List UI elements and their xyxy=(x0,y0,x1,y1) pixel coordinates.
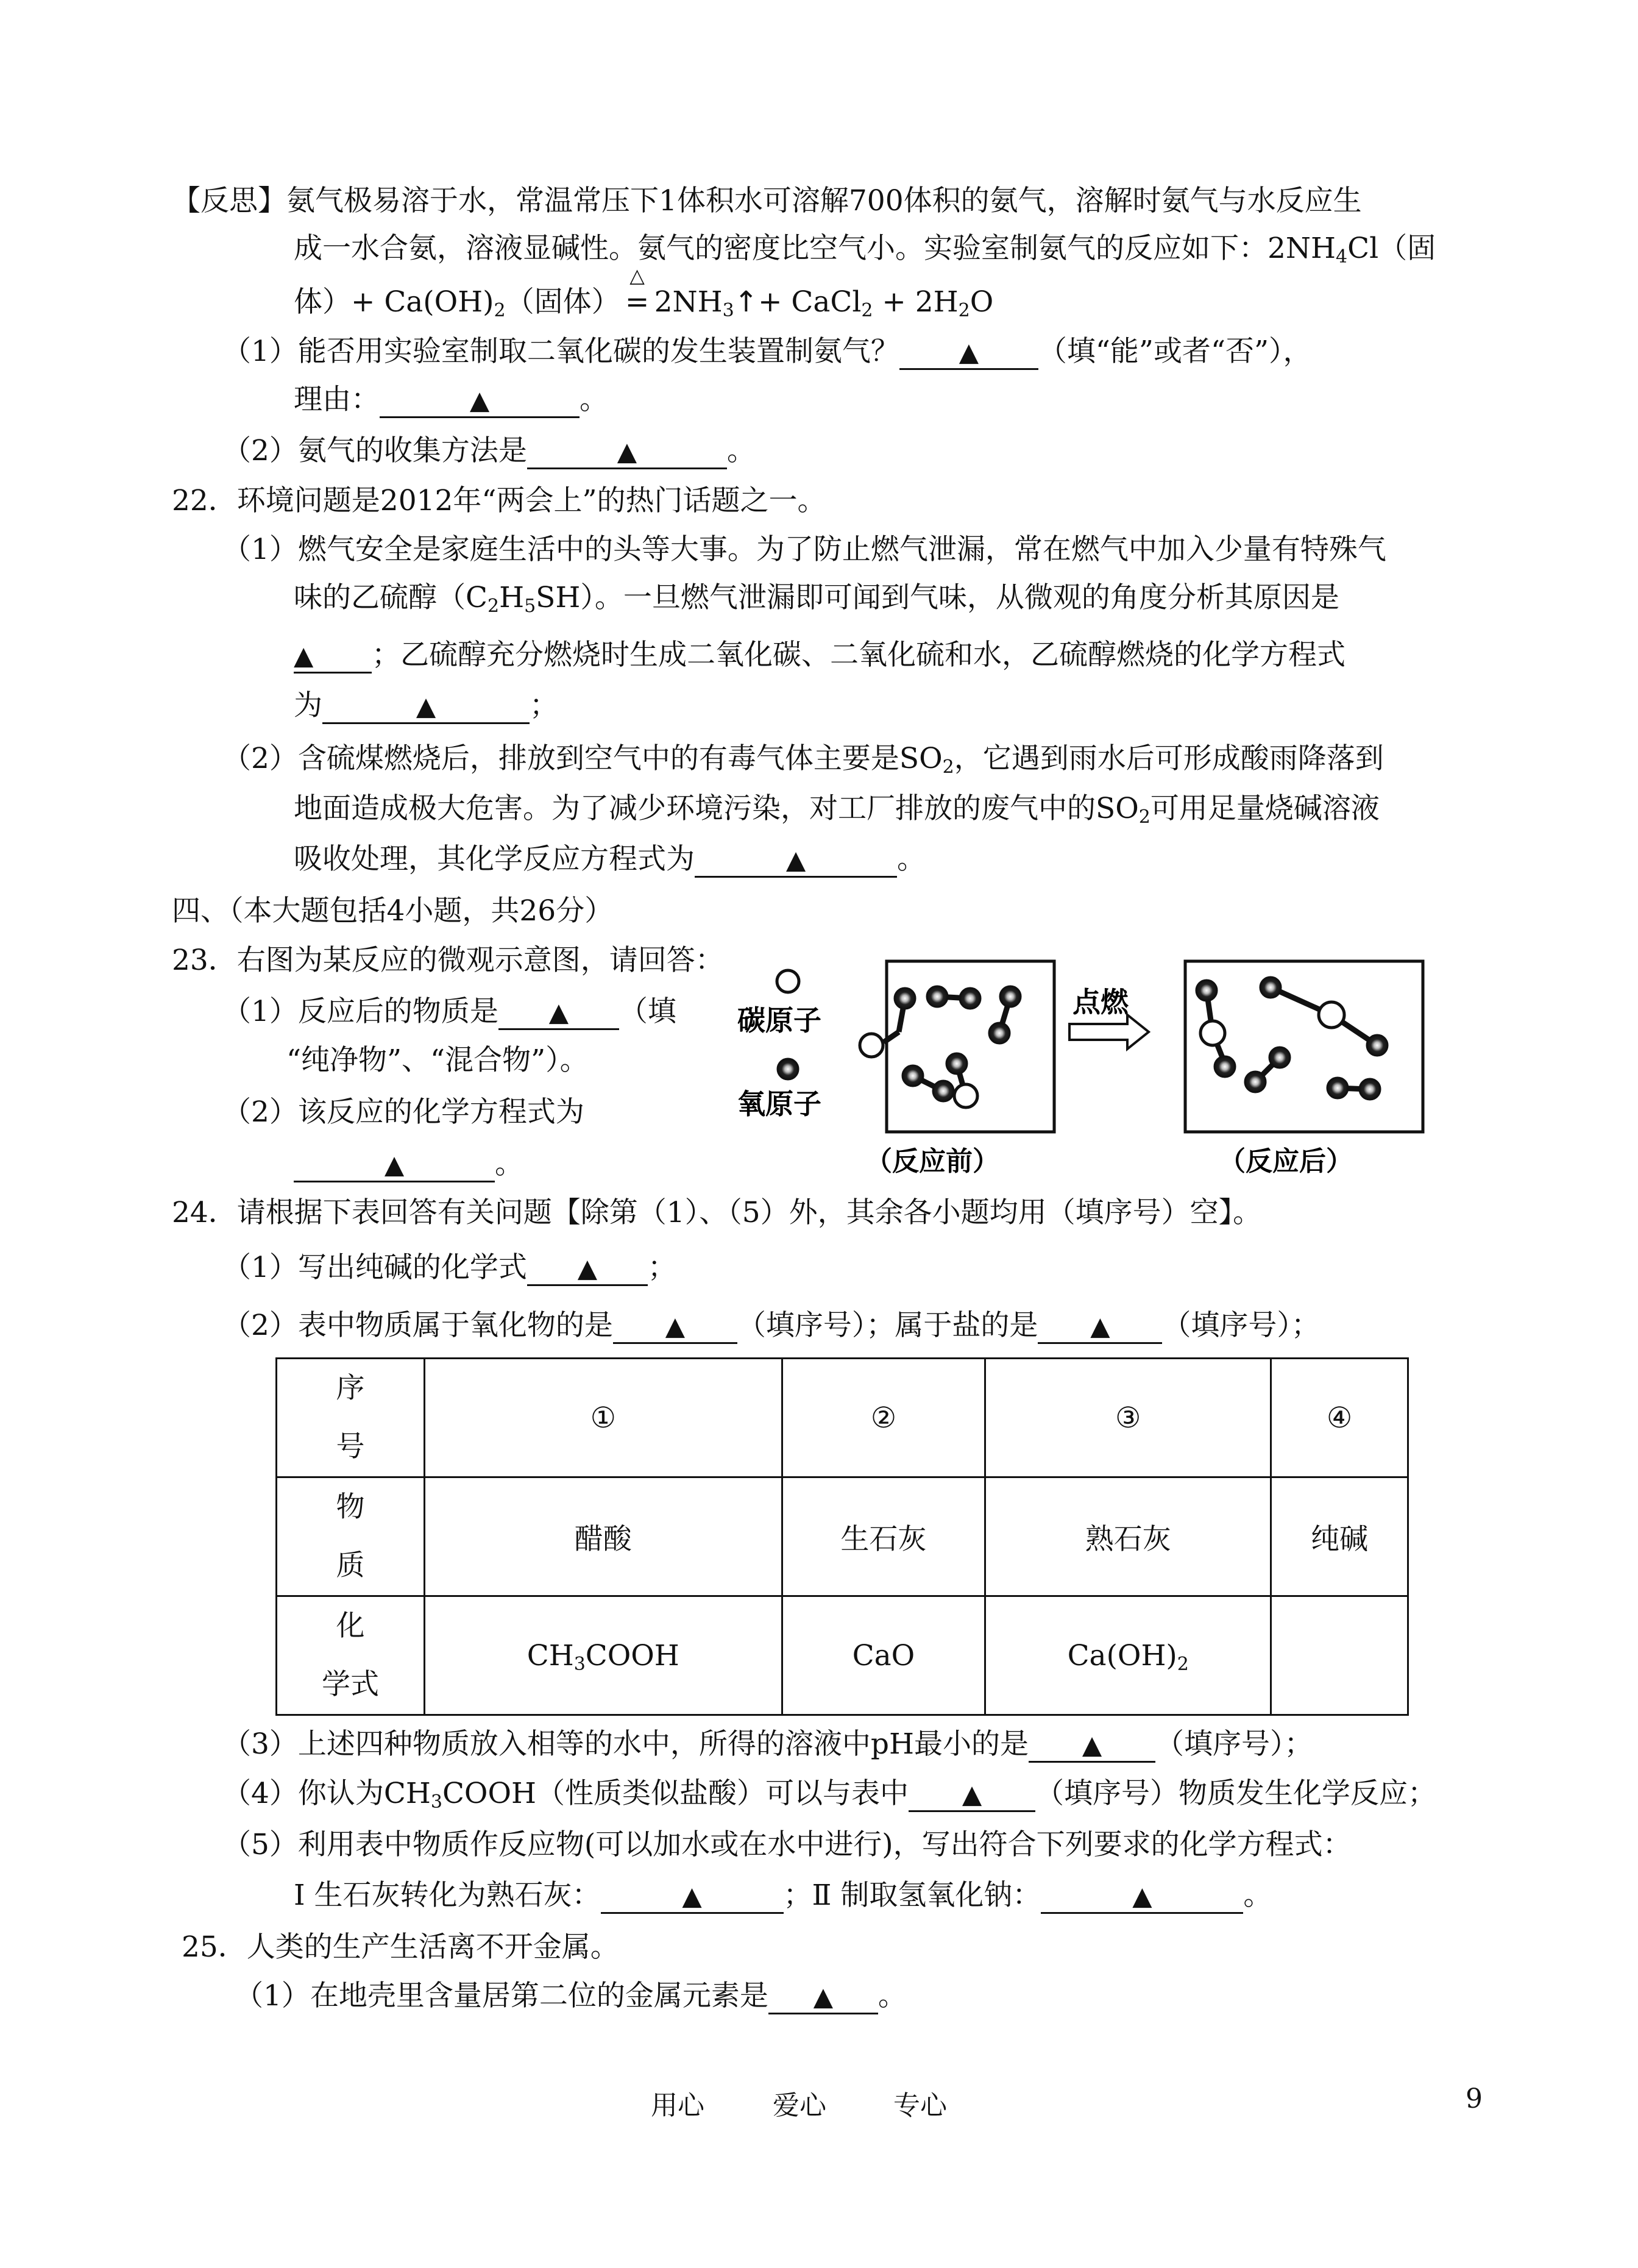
answer-blank[interactable]: ▲ xyxy=(294,639,372,674)
q23-p2: （2）该反应的化学方程式为 xyxy=(222,1095,584,1129)
q25-p1: （1）在地壳里含量居第二位的金属元素是 ▲ 。 xyxy=(235,1978,907,2014)
answer-blank[interactable]: ▲ xyxy=(380,384,580,418)
reflection-line-2: 成一水合氨，溶液显碱性。氨气的密度比空气小。实验室制氨气的反应如下：$2NH_4Cl$（固 xyxy=(294,232,1436,268)
reaction-diagram xyxy=(719,954,1426,1179)
q23-p1: （1）反应后的物质是 ▲ （填 xyxy=(222,994,676,1030)
substance-table xyxy=(275,1357,1409,1716)
table-cell: 纯碱 xyxy=(1271,1477,1408,1596)
reflection-q1: （1）能否用实验室制取二氧化碳的发生装置制氨气？ ▲ （填“能”或者“否”）， xyxy=(222,333,1312,370)
table-row-header: 序 号 xyxy=(277,1359,425,1477)
q24-p2: （2）表中物质属于氧化物的是 ▲ （填序号）；属于盐的是 ▲ （填序号）； xyxy=(222,1307,1320,1344)
answer-blank[interactable]: ▲ xyxy=(909,1778,1035,1812)
footer-motto-2: 爱心 xyxy=(773,2090,826,2121)
q25-title: 25．人类的生产生活离不开金属。 xyxy=(182,1930,619,1964)
answer-blank[interactable]: ▲ xyxy=(1029,1729,1155,1763)
answer-blank[interactable]: ▲ xyxy=(1038,1310,1162,1344)
q22-p2-line3: 吸收处理，其化学反应方程式为 ▲ 。 xyxy=(294,841,926,878)
table-cell xyxy=(1271,1596,1408,1715)
answer-blank[interactable]: ▲ xyxy=(695,844,897,878)
answer-blank[interactable]: ▲ xyxy=(1041,1880,1243,1914)
table-cell: 生石灰 xyxy=(782,1477,985,1596)
table-cell: ③ xyxy=(985,1359,1271,1477)
table-cell: $CH_3COOH$ xyxy=(425,1596,782,1715)
reflection-label: 【反思】 xyxy=(172,184,286,218)
heating-equals-symbol: △ = xyxy=(625,264,650,319)
table-cell: CaO xyxy=(782,1596,985,1715)
table-row-header: 物 质 xyxy=(277,1477,425,1596)
carbon-atom-label: 碳原子 xyxy=(737,1004,821,1037)
reflection-q2: （2）氨气的收集方法是 ▲ 。 xyxy=(222,433,756,469)
answer-blank[interactable]: ▲ xyxy=(322,690,530,724)
table-cell: ② xyxy=(782,1359,985,1477)
table-row xyxy=(277,1359,1408,1477)
q24-title: 24．请根据下表回答有关问题【除第（1）、（5）外，其余各小题均用（填序号）空】。 xyxy=(172,1196,1262,1229)
table-cell: 熟石灰 xyxy=(985,1477,1271,1596)
table-row-header: 化 学式 xyxy=(277,1596,425,1715)
table-cell: 醋酸 xyxy=(425,1477,782,1596)
answer-blank[interactable]: ▲ xyxy=(294,1148,495,1182)
q24-p5: （5）利用表中物质作反应物(可以加水或在水中进行)，写出符合下列要求的化学方程式： xyxy=(222,1828,1352,1861)
reflection-line-1: 【反思】氨气极易溶于水，常温常压下1体积水可溶解700体积的氨气，溶解时氨气与水反应生 xyxy=(172,184,1362,218)
footer-motto-3: 专心 xyxy=(893,2090,947,2121)
q22-p1-line3: ▲ ；乙硫醇充分燃烧时生成二氧化碳、二氧化硫和水，乙硫醇燃烧的化学方程式 xyxy=(294,637,1346,674)
answer-blank[interactable]: ▲ xyxy=(527,435,727,469)
q22-p1-line4: 为 ▲ ； xyxy=(294,688,558,724)
answer-blank[interactable]: ▲ xyxy=(527,1252,648,1286)
carbon-atom-legend-icon xyxy=(777,970,799,992)
q22-p2-line2: 地面造成极大危害。为了减少环境污染，对工厂排放的废气中的$SO_2$可用足量烧碱溶液 xyxy=(294,792,1380,828)
q22-title: 22．环境问题是2012年“两会上”的热门话题之一。 xyxy=(172,484,826,517)
reflection-q1-reason: 理由： ▲ 。 xyxy=(294,382,608,418)
section-4-heading: 四、（本大题包括4小题，共26分） xyxy=(172,894,614,928)
q23-p2-line2: ▲ 。 xyxy=(294,1146,523,1182)
q24-p1: （1）写出纯碱的化学式 ▲ ； xyxy=(222,1250,676,1286)
q23-title: 23．右图为某反应的微观示意图，请回答： xyxy=(172,944,724,977)
answer-blank[interactable]: ▲ xyxy=(498,996,619,1030)
q23-p1-line2: “纯净物”、“混合物”）。 xyxy=(286,1043,589,1077)
before-label: （反应前） xyxy=(865,1146,999,1177)
answer-blank[interactable]: ▲ xyxy=(899,336,1038,370)
reaction-arrow-icon xyxy=(1069,1015,1149,1049)
table-cell: $Ca(OH)_2$ xyxy=(985,1596,1271,1715)
q24-p4: （4）你认为$CH_3COOH$（性质类似盐酸）可以与表中 ▲ （填序号）物质发生化学反应； xyxy=(222,1777,1436,1813)
table-row xyxy=(277,1477,1408,1596)
q22-p1-line1: （1）燃气安全是家庭生活中的头等大事。为了防止燃气泄漏，常在燃气中加入少量有特殊气 xyxy=(222,533,1386,566)
table-cell: ④ xyxy=(1271,1359,1408,1477)
answer-blank[interactable]: ▲ xyxy=(613,1310,737,1344)
page-number: 9 xyxy=(1466,2083,1483,2114)
oxygen-atom-legend-icon xyxy=(778,1059,798,1079)
ignition-label: 点燃 xyxy=(1072,986,1129,1018)
reflection-line-3: 体）+ $Ca(OH)_2$（固体） △ = $2NH_3↑+$ CaCl$_2$ + $2H_2O$ xyxy=(294,264,994,321)
q24-p5-items: Ⅰ 生石灰转化为熟石灰： ▲ ；Ⅱ 制取氢氧化钠： ▲ 。 xyxy=(294,1877,1272,1914)
q24-p3: （3）上述四种物质放入相等的水中，所得的溶液中pH最小的是 ▲ （填序号）； xyxy=(222,1726,1313,1763)
footer-motto-1: 用心 xyxy=(651,2090,704,2121)
table-row xyxy=(277,1596,1408,1715)
gas-arrow-icon: ↑ xyxy=(734,285,759,319)
q22-p1-line2: 味的乙硫醇$(C_2H_5SH)$。一旦燃气泄漏即可闻到气味，从微观的角度分析其原因是 xyxy=(294,581,1339,617)
answer-blank[interactable]: ▲ xyxy=(768,1980,878,2014)
after-label: （反应后） xyxy=(1219,1146,1353,1177)
oxygen-atom-label: 氧原子 xyxy=(737,1087,821,1120)
q22-p2-line1: （2）含硫煤燃烧后，排放到空气中的有毒气体主要是$SO_2$，它遇到雨水后可形成酸雨降落到 xyxy=(222,742,1384,778)
answer-blank[interactable]: ▲ xyxy=(601,1880,784,1914)
table-cell: ① xyxy=(425,1359,782,1477)
